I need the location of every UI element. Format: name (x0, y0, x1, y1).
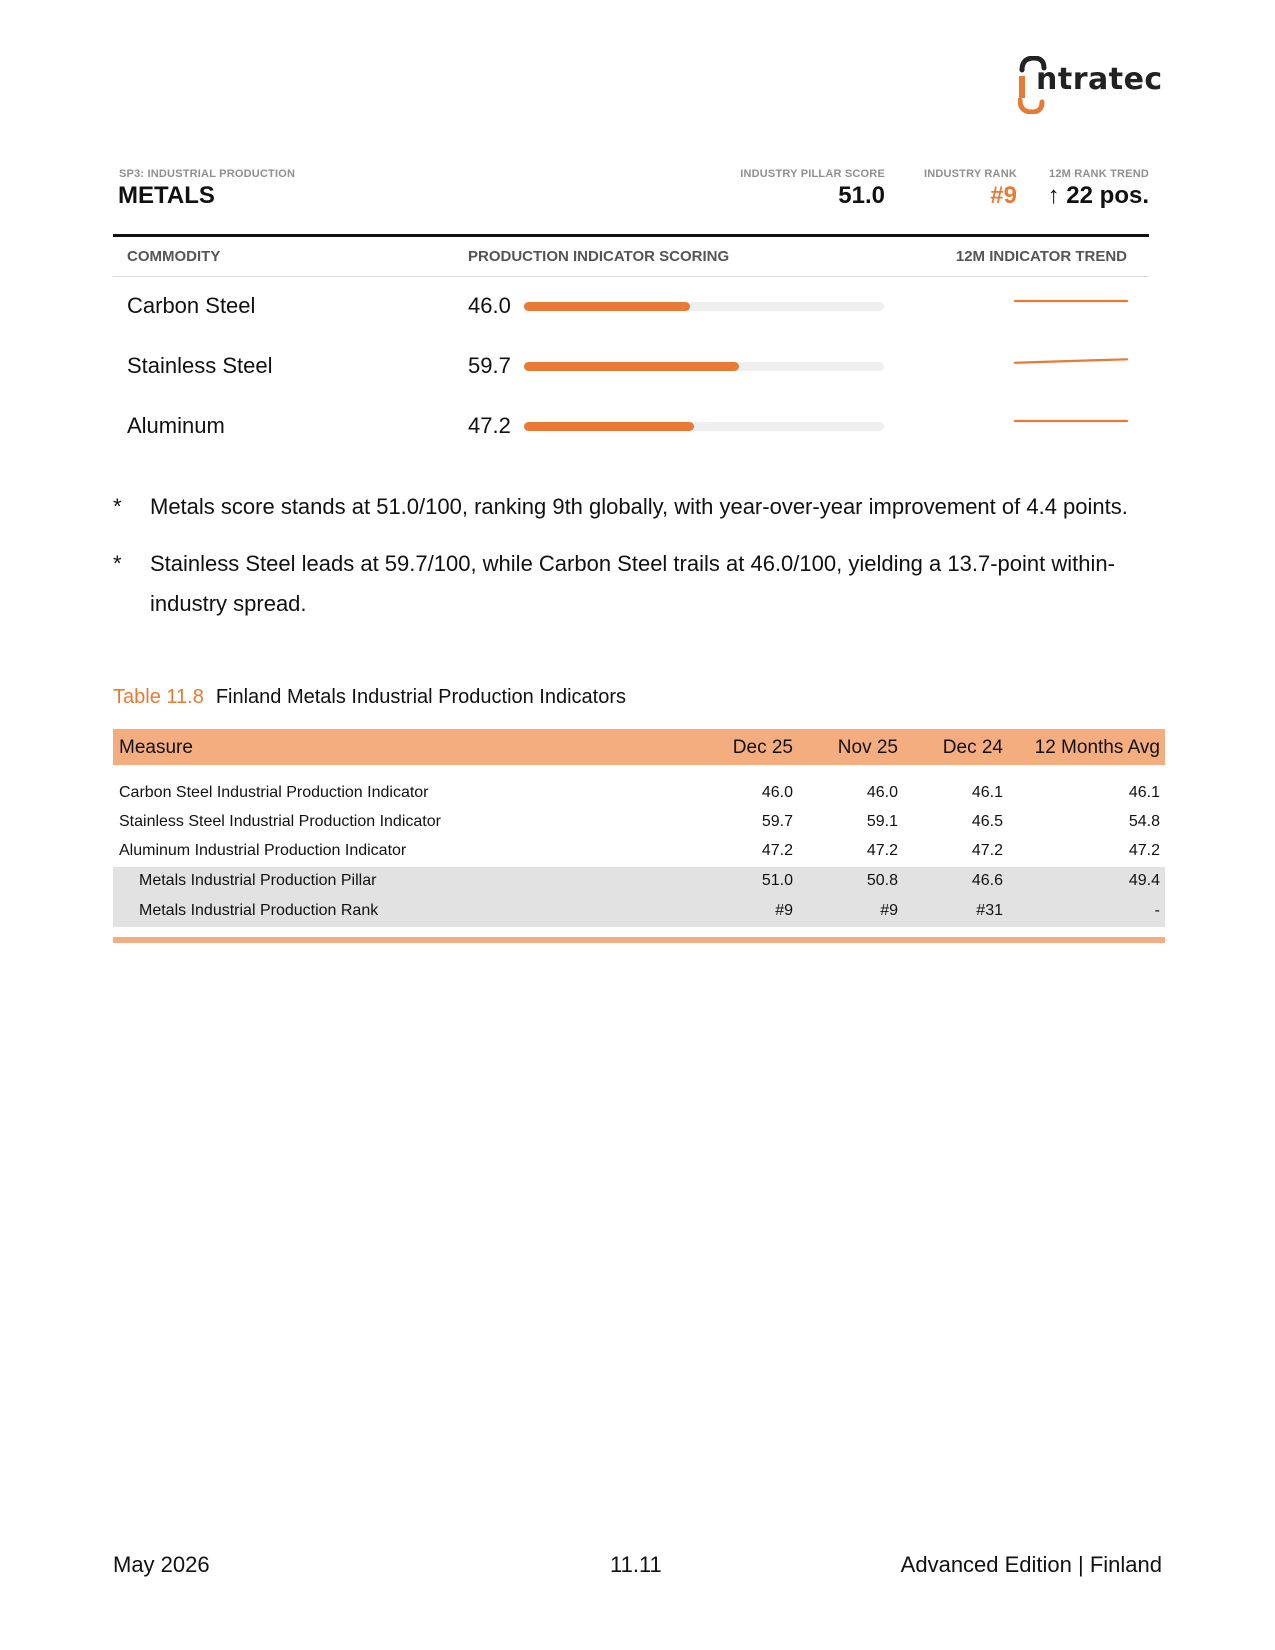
table-cell: #9 (880, 902, 898, 919)
table-cell: 59.1 (866, 813, 898, 830)
commodity-row-carbon-steel (113, 293, 1149, 333)
col-trend: 12M INDICATOR TREND (955, 248, 1127, 265)
table-cell: 49.4 (1128, 872, 1160, 889)
commodity-row-stainless-steel (113, 353, 1149, 393)
table-cell: - (1154, 902, 1160, 919)
trend-sparkline (1011, 293, 1131, 317)
table-cell: Carbon Steel Industrial Production Indicator (119, 784, 429, 801)
table-cell: 46.1 (971, 784, 1003, 801)
table-cell: 51.0 (761, 872, 793, 889)
table-bottom-rule (113, 937, 1165, 943)
score-bar-track (524, 422, 884, 431)
footer-date: May 2026 (113, 1552, 210, 1577)
industry-rank-value: #9 (990, 182, 1017, 209)
table-cell: 46.6 (971, 872, 1003, 889)
commodity-name: Aluminum (127, 413, 225, 438)
rank-trend-label: 12M RANK TREND (1049, 168, 1149, 180)
table-cell: 47.2 (971, 842, 1003, 859)
table-cell: Stainless Steel Industrial Production Indicator (119, 813, 441, 830)
commodity-score: 46.0 (468, 293, 511, 318)
bullet-marker: * (113, 494, 122, 519)
trend-sparkline (1011, 413, 1131, 437)
commodity-name: Carbon Steel (127, 293, 256, 318)
table-cell: 54.8 (1128, 813, 1160, 830)
table-cell: 46.5 (971, 813, 1003, 830)
bullet-text: Stainless Steel leads at 59.7/100, while Carbon Steel trails at 46.0/100, yielding a 13.7-point within-industry spread. (150, 551, 1115, 616)
score-bar-fill (524, 422, 694, 431)
table-header-cell: Dec 24 (942, 737, 1003, 758)
bullet-text: Metals score stands at 51.0/100, ranking 9th globally, with year-over-year improvement of 4.4 points. (150, 494, 1128, 519)
table-header-cell: Nov 25 (837, 737, 898, 758)
trend-line (1015, 359, 1127, 363)
table-cell: 46.0 (761, 784, 793, 801)
score-bar-fill (524, 362, 739, 371)
logo-wordmark: ntratec (1036, 62, 1163, 97)
table-caption-title: Finland Metals Industrial Production Indicators (215, 686, 627, 708)
rank-trend-text: 22 pos. (1066, 182, 1149, 209)
table-cell: 46.1 (1128, 784, 1160, 801)
table-header-cell: 12 Months Avg (1034, 737, 1160, 758)
pillar-score-value: 51.0 (838, 182, 885, 209)
table-caption-number: Table 11.8 (113, 686, 204, 708)
page-title: METALS (118, 182, 215, 209)
footer-page-number: 11.11 (610, 1552, 662, 1577)
commodity-score: 47.2 (468, 413, 511, 438)
table-cell: 59.7 (761, 813, 793, 830)
table-header (113, 729, 1165, 765)
table-row-summary (113, 867, 1165, 897)
table-row-summary (113, 897, 1165, 927)
arrow-up-icon: ↑ (1047, 182, 1060, 209)
score-bar-track (524, 302, 884, 311)
commodity-score: 59.7 (468, 353, 511, 378)
score-bar-track (524, 362, 884, 371)
header-divider (113, 234, 1149, 237)
table-cell: Metals Industrial Production Pillar (139, 872, 377, 889)
table-cell: Metals Industrial Production Rank (139, 902, 379, 919)
col-commodity: COMMODITY (127, 248, 221, 265)
table-cell: 50.8 (866, 872, 898, 889)
commodity-name: Stainless Steel (127, 353, 273, 378)
table-cell: 46.0 (866, 784, 898, 801)
bullet-marker: * (113, 551, 122, 576)
table-cell: 47.2 (761, 842, 793, 859)
table-cell: 47.2 (866, 842, 898, 859)
table-row (113, 837, 1165, 867)
pillar-score-label: INDUSTRY PILLAR SCORE (740, 168, 885, 180)
col-scoring: PRODUCTION INDICATOR SCORING (468, 248, 730, 265)
table-cell: 47.2 (1128, 842, 1160, 859)
table-header-cell: Dec 25 (732, 737, 793, 758)
table-caption (113, 686, 626, 709)
section-label: SP3: INDUSTRIAL PRODUCTION (119, 168, 296, 180)
table-row (113, 779, 1165, 809)
table-cell: #9 (775, 902, 793, 919)
table-header-cell: Measure (119, 737, 193, 758)
score-bar-fill (524, 302, 690, 311)
rank-trend-value (1048, 182, 1149, 210)
table-cell: #31 (976, 902, 1003, 919)
commodity-row-aluminum (113, 413, 1149, 453)
scoring-header-divider (113, 276, 1149, 277)
table-cell: Aluminum Industrial Production Indicator (119, 842, 407, 859)
industry-rank-label: INDUSTRY RANK (923, 168, 1017, 180)
table-row (113, 808, 1165, 838)
trend-sparkline (1011, 353, 1131, 377)
footer-edition: Advanced Edition | Finland (900, 1552, 1162, 1577)
